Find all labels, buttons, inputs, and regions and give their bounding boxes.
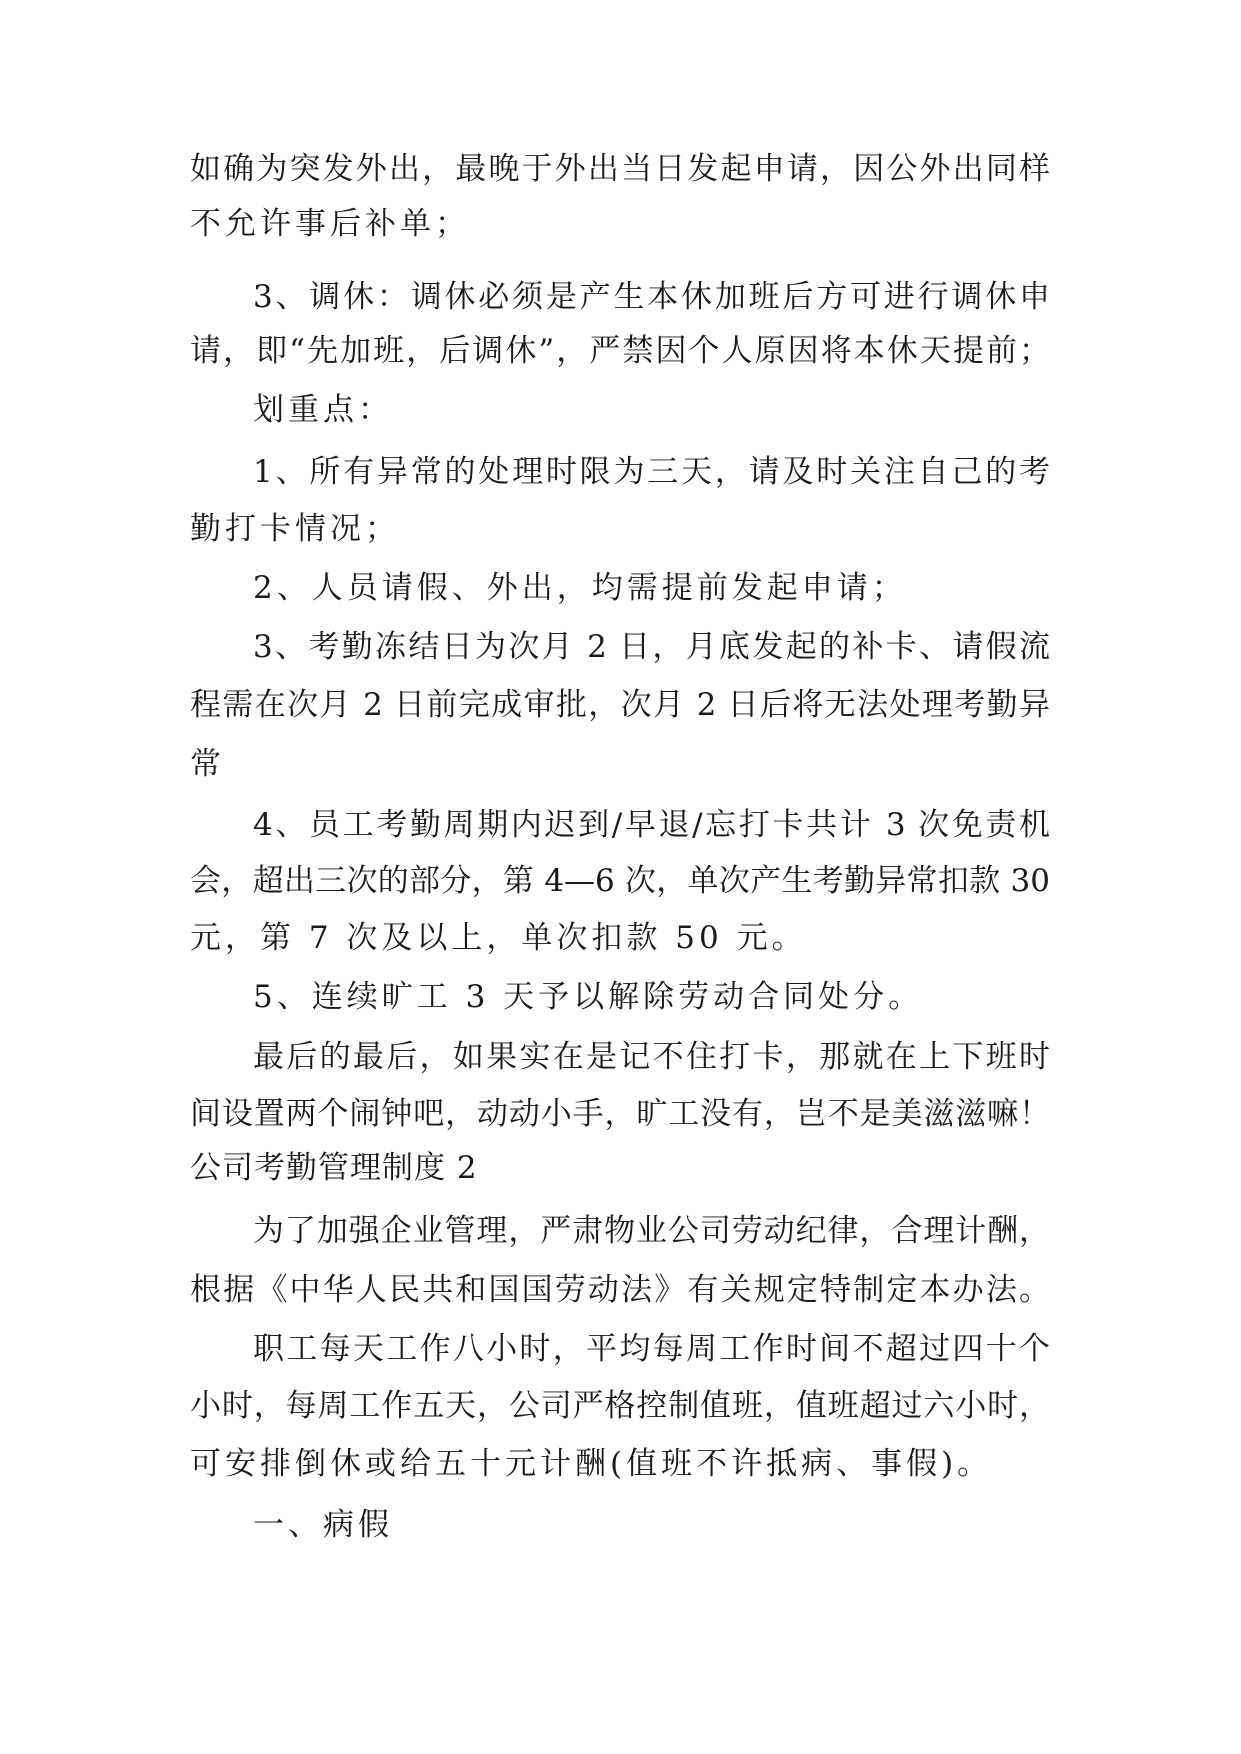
section-heading: 公司考勤管理制度 2: [190, 1150, 478, 1186]
paragraph-line: 根据《中华人民共和国国劳动法》有关规定特制定本办法。: [190, 1272, 1050, 1308]
paragraph-line: 划重点：: [253, 392, 393, 428]
paragraph-line: 职工每天工作八小时，平均每周工作时间不超过四十个: [253, 1331, 1050, 1367]
paragraph-line: 5、连续旷工 3 天予以解除劳动合同处分。: [253, 979, 924, 1015]
paragraph-line: 元，第 7 次及以上，单次扣款 50 元。: [190, 920, 807, 956]
paragraph-line: 可安排倒休或给五十元计酬(值班不许抵病、事假)。: [190, 1446, 993, 1482]
paragraph-line: 勤打卡情况；: [190, 511, 400, 547]
paragraph-line: 程需在次月 2 日前完成审批，次月 2 日后将无法处理考勤异: [190, 687, 1050, 723]
paragraph-line: 2、人员请假、外出，均需提前发起申请；: [253, 570, 907, 606]
paragraph-line: 会，超出三次的部分，第 4—6 次，单次产生考勤异常扣款 30: [190, 863, 1050, 899]
subsection-heading: 一、病假: [253, 1507, 393, 1543]
paragraph-line: 如确为突发外出，最晚于外出当日发起申请，因公外出同样: [190, 151, 1050, 187]
paragraph-line: 最后的最后，如果实在是记不住打卡，那就在上下班时: [253, 1039, 1050, 1075]
paragraph-line: 1、所有异常的处理时限为三天，请及时关注自己的考: [253, 454, 1050, 490]
paragraph-line: 间设置两个闹钟吧，动动小手，旷工没有，岂不是美滋滋嘛！: [190, 1096, 1050, 1132]
paragraph-line: 不允许事后补单；: [190, 206, 470, 242]
paragraph-line: 为了加强企业管理，严肃物业公司劳动纪律，合理计酬，: [253, 1213, 1050, 1249]
paragraph-line: 常: [190, 746, 225, 782]
paragraph-line: 小时，每周工作五天，公司严格控制值班，值班超过六小时，: [190, 1388, 1050, 1424]
paragraph-line: 请，即“先加班，后调休”，严禁因个人原因将本休天提前；: [190, 333, 1050, 369]
paragraph-line: 4、员工考勤周期内迟到/早退/忘打卡共计 3 次免责机: [253, 807, 1050, 843]
paragraph-line: 3、调休：调休必须是产生本休加班后方可进行调休申: [253, 279, 1050, 315]
paragraph-line: 3、考勤冻结日为次月 2 日，月底发起的补卡、请假流: [253, 629, 1050, 665]
